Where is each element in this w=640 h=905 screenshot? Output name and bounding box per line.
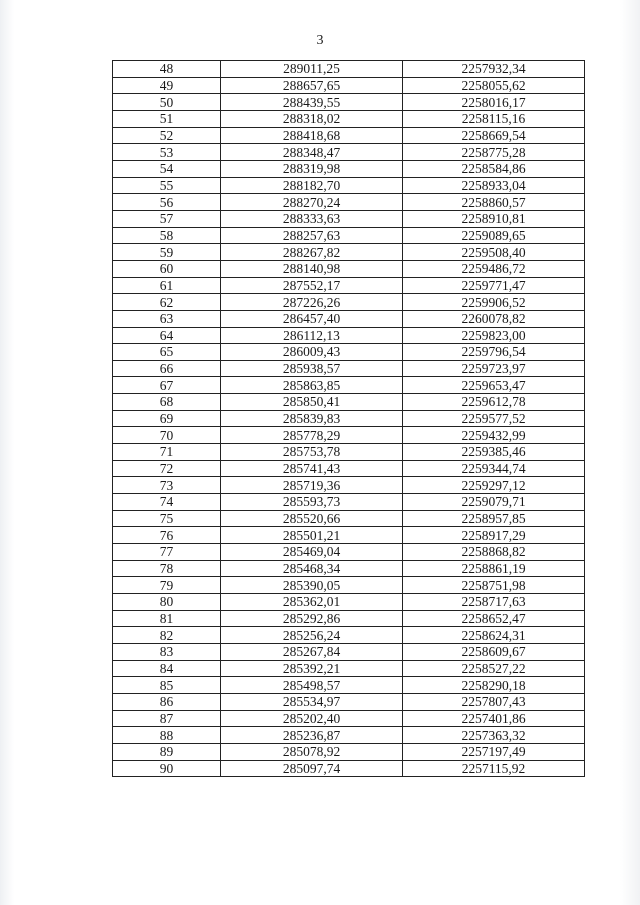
table-row bbox=[113, 677, 585, 694]
x-coordinate-cell: 285468,34 bbox=[221, 560, 403, 577]
y-coordinate-cell: 2259771,47 bbox=[403, 277, 585, 294]
point-number-cell: 77 bbox=[113, 544, 221, 561]
table-row bbox=[113, 144, 585, 161]
x-coordinate-cell: 285741,43 bbox=[221, 460, 403, 477]
point-number-cell: 82 bbox=[113, 627, 221, 644]
table-row bbox=[113, 743, 585, 760]
y-coordinate-cell: 2258584,86 bbox=[403, 160, 585, 177]
table-row bbox=[113, 444, 585, 461]
y-coordinate-cell: 2259723,97 bbox=[403, 360, 585, 377]
table-row bbox=[113, 627, 585, 644]
x-coordinate-cell: 288348,47 bbox=[221, 144, 403, 161]
point-number-cell: 88 bbox=[113, 727, 221, 744]
table-row bbox=[113, 710, 585, 727]
y-coordinate-cell: 2259653,47 bbox=[403, 377, 585, 394]
x-coordinate-cell: 285392,21 bbox=[221, 660, 403, 677]
table-row bbox=[113, 494, 585, 511]
table-row bbox=[113, 727, 585, 744]
table-row bbox=[113, 760, 585, 777]
x-coordinate-cell: 287552,17 bbox=[221, 277, 403, 294]
table-row bbox=[113, 294, 585, 311]
x-coordinate-cell: 285534,97 bbox=[221, 693, 403, 710]
x-coordinate-cell: 285292,86 bbox=[221, 610, 403, 627]
x-coordinate-cell: 285078,92 bbox=[221, 743, 403, 760]
x-coordinate-cell: 285498,57 bbox=[221, 677, 403, 694]
table-row bbox=[113, 560, 585, 577]
x-coordinate-cell: 286009,43 bbox=[221, 344, 403, 361]
y-coordinate-cell: 2258624,31 bbox=[403, 627, 585, 644]
point-number-cell: 87 bbox=[113, 710, 221, 727]
table-row bbox=[113, 94, 585, 111]
point-number-cell: 64 bbox=[113, 327, 221, 344]
y-coordinate-cell: 2258775,28 bbox=[403, 144, 585, 161]
table-row bbox=[113, 344, 585, 361]
point-number-cell: 48 bbox=[113, 61, 221, 78]
y-coordinate-cell: 2258609,67 bbox=[403, 643, 585, 660]
table-row bbox=[113, 110, 585, 127]
y-coordinate-cell: 2259577,52 bbox=[403, 410, 585, 427]
x-coordinate-cell: 285267,84 bbox=[221, 643, 403, 660]
table-row bbox=[113, 594, 585, 611]
y-coordinate-cell: 2258115,16 bbox=[403, 110, 585, 127]
y-coordinate-cell: 2257363,32 bbox=[403, 727, 585, 744]
coordinates-table-body bbox=[113, 61, 585, 777]
table-row bbox=[113, 577, 585, 594]
y-coordinate-cell: 2257197,49 bbox=[403, 743, 585, 760]
point-number-cell: 72 bbox=[113, 460, 221, 477]
point-number-cell: 59 bbox=[113, 244, 221, 261]
table-row bbox=[113, 227, 585, 244]
point-number-cell: 55 bbox=[113, 177, 221, 194]
y-coordinate-cell: 2257115,92 bbox=[403, 760, 585, 777]
y-coordinate-cell: 2259612,78 bbox=[403, 394, 585, 411]
x-coordinate-cell: 288319,98 bbox=[221, 160, 403, 177]
point-number-cell: 53 bbox=[113, 144, 221, 161]
point-number-cell: 51 bbox=[113, 110, 221, 127]
x-coordinate-cell: 285256,24 bbox=[221, 627, 403, 644]
y-coordinate-cell: 2258717,63 bbox=[403, 594, 585, 611]
table-row bbox=[113, 477, 585, 494]
table-row bbox=[113, 660, 585, 677]
x-coordinate-cell: 285097,74 bbox=[221, 760, 403, 777]
point-number-cell: 84 bbox=[113, 660, 221, 677]
page-number: 3 bbox=[316, 33, 324, 48]
x-coordinate-cell: 285469,04 bbox=[221, 544, 403, 561]
x-coordinate-cell: 285362,01 bbox=[221, 594, 403, 611]
point-number-cell: 66 bbox=[113, 360, 221, 377]
table-row bbox=[113, 160, 585, 177]
table-row bbox=[113, 310, 585, 327]
table-row bbox=[113, 177, 585, 194]
y-coordinate-cell: 2259344,74 bbox=[403, 460, 585, 477]
y-coordinate-cell: 2259796,54 bbox=[403, 344, 585, 361]
x-coordinate-cell: 286457,40 bbox=[221, 310, 403, 327]
point-number-cell: 71 bbox=[113, 444, 221, 461]
point-number-cell: 56 bbox=[113, 194, 221, 211]
point-number-cell: 80 bbox=[113, 594, 221, 611]
table-row bbox=[113, 410, 585, 427]
y-coordinate-cell: 2258527,22 bbox=[403, 660, 585, 677]
x-coordinate-cell: 285938,57 bbox=[221, 360, 403, 377]
x-coordinate-cell: 285850,41 bbox=[221, 394, 403, 411]
point-number-cell: 81 bbox=[113, 610, 221, 627]
table-row bbox=[113, 194, 585, 211]
y-coordinate-cell: 2260078,82 bbox=[403, 310, 585, 327]
point-number-cell: 78 bbox=[113, 560, 221, 577]
point-number-cell: 79 bbox=[113, 577, 221, 594]
x-coordinate-cell: 285202,40 bbox=[221, 710, 403, 727]
table-row bbox=[113, 427, 585, 444]
y-coordinate-cell: 2258861,19 bbox=[403, 560, 585, 577]
table-row bbox=[113, 610, 585, 627]
y-coordinate-cell: 2258957,85 bbox=[403, 510, 585, 527]
x-coordinate-cell: 288418,68 bbox=[221, 127, 403, 144]
x-coordinate-cell: 285719,36 bbox=[221, 477, 403, 494]
y-coordinate-cell: 2258290,18 bbox=[403, 677, 585, 694]
y-coordinate-cell: 2258652,47 bbox=[403, 610, 585, 627]
y-coordinate-cell: 2258917,29 bbox=[403, 527, 585, 544]
y-coordinate-cell: 2258868,82 bbox=[403, 544, 585, 561]
point-number-cell: 52 bbox=[113, 127, 221, 144]
point-number-cell: 67 bbox=[113, 377, 221, 394]
point-number-cell: 76 bbox=[113, 527, 221, 544]
point-number-cell: 70 bbox=[113, 427, 221, 444]
table-row bbox=[113, 244, 585, 261]
y-coordinate-cell: 2258933,04 bbox=[403, 177, 585, 194]
table-row bbox=[113, 327, 585, 344]
point-number-cell: 83 bbox=[113, 643, 221, 660]
point-number-cell: 54 bbox=[113, 160, 221, 177]
x-coordinate-cell: 288140,98 bbox=[221, 260, 403, 277]
table-row bbox=[113, 460, 585, 477]
x-coordinate-cell: 285863,85 bbox=[221, 377, 403, 394]
y-coordinate-cell: 2258669,54 bbox=[403, 127, 585, 144]
table-row bbox=[113, 510, 585, 527]
table-row bbox=[113, 260, 585, 277]
point-number-cell: 61 bbox=[113, 277, 221, 294]
point-number-cell: 65 bbox=[113, 344, 221, 361]
point-number-cell: 75 bbox=[113, 510, 221, 527]
y-coordinate-cell: 2259432,99 bbox=[403, 427, 585, 444]
x-coordinate-cell: 288182,70 bbox=[221, 177, 403, 194]
point-number-cell: 50 bbox=[113, 94, 221, 111]
table-row bbox=[113, 527, 585, 544]
x-coordinate-cell: 285778,29 bbox=[221, 427, 403, 444]
y-coordinate-cell: 2258016,17 bbox=[403, 94, 585, 111]
x-coordinate-cell: 285390,05 bbox=[221, 577, 403, 594]
y-coordinate-cell: 2259297,12 bbox=[403, 477, 585, 494]
x-coordinate-cell: 289011,25 bbox=[221, 61, 403, 78]
x-coordinate-cell: 285501,21 bbox=[221, 527, 403, 544]
y-coordinate-cell: 2257401,86 bbox=[403, 710, 585, 727]
point-number-cell: 60 bbox=[113, 260, 221, 277]
y-coordinate-cell: 2258910,81 bbox=[403, 210, 585, 227]
point-number-cell: 62 bbox=[113, 294, 221, 311]
table-row bbox=[113, 377, 585, 394]
y-coordinate-cell: 2258055,62 bbox=[403, 77, 585, 94]
coordinates-table bbox=[112, 60, 585, 777]
x-coordinate-cell: 288270,24 bbox=[221, 194, 403, 211]
y-coordinate-cell: 2259385,46 bbox=[403, 444, 585, 461]
x-coordinate-cell: 288333,63 bbox=[221, 210, 403, 227]
point-number-cell: 68 bbox=[113, 394, 221, 411]
table-row bbox=[113, 77, 585, 94]
x-coordinate-cell: 285520,66 bbox=[221, 510, 403, 527]
table-row bbox=[113, 693, 585, 710]
table-row bbox=[113, 277, 585, 294]
x-coordinate-cell: 288257,63 bbox=[221, 227, 403, 244]
point-number-cell: 69 bbox=[113, 410, 221, 427]
point-number-cell: 85 bbox=[113, 677, 221, 694]
table-row bbox=[113, 643, 585, 660]
point-number-cell: 86 bbox=[113, 693, 221, 710]
y-coordinate-cell: 2259508,40 bbox=[403, 244, 585, 261]
table-row bbox=[113, 127, 585, 144]
y-coordinate-cell: 2259089,65 bbox=[403, 227, 585, 244]
y-coordinate-cell: 2257807,43 bbox=[403, 693, 585, 710]
table-row bbox=[113, 61, 585, 78]
x-coordinate-cell: 288657,65 bbox=[221, 77, 403, 94]
point-number-cell: 74 bbox=[113, 494, 221, 511]
point-number-cell: 89 bbox=[113, 743, 221, 760]
y-coordinate-cell: 2259486,72 bbox=[403, 260, 585, 277]
table-row bbox=[113, 544, 585, 561]
y-coordinate-cell: 2259906,52 bbox=[403, 294, 585, 311]
point-number-cell: 73 bbox=[113, 477, 221, 494]
point-number-cell: 57 bbox=[113, 210, 221, 227]
y-coordinate-cell: 2258751,98 bbox=[403, 577, 585, 594]
y-coordinate-cell: 2259823,00 bbox=[403, 327, 585, 344]
x-coordinate-cell: 287226,26 bbox=[221, 294, 403, 311]
point-number-cell: 58 bbox=[113, 227, 221, 244]
x-coordinate-cell: 285753,78 bbox=[221, 444, 403, 461]
x-coordinate-cell: 288318,02 bbox=[221, 110, 403, 127]
point-number-cell: 90 bbox=[113, 760, 221, 777]
x-coordinate-cell: 288439,55 bbox=[221, 94, 403, 111]
y-coordinate-cell: 2259079,71 bbox=[403, 494, 585, 511]
x-coordinate-cell: 285839,83 bbox=[221, 410, 403, 427]
table-row bbox=[113, 394, 585, 411]
x-coordinate-cell: 285593,73 bbox=[221, 494, 403, 511]
y-coordinate-cell: 2257932,34 bbox=[403, 61, 585, 78]
point-number-cell: 49 bbox=[113, 77, 221, 94]
x-coordinate-cell: 286112,13 bbox=[221, 327, 403, 344]
x-coordinate-cell: 288267,82 bbox=[221, 244, 403, 261]
table-row bbox=[113, 210, 585, 227]
y-coordinate-cell: 2258860,57 bbox=[403, 194, 585, 211]
table-row bbox=[113, 360, 585, 377]
x-coordinate-cell: 285236,87 bbox=[221, 727, 403, 744]
point-number-cell: 63 bbox=[113, 310, 221, 327]
